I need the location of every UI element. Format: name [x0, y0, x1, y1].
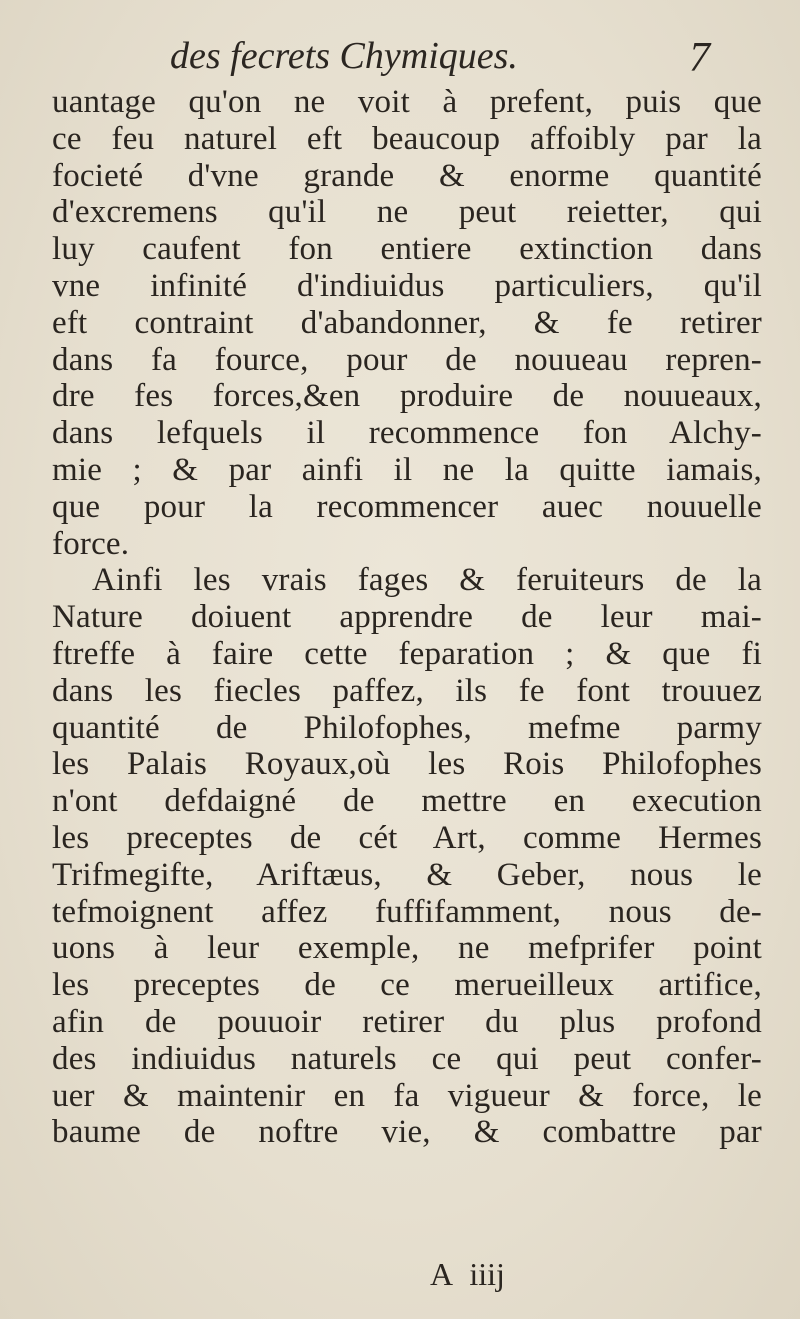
text-line: n'ont defdaigné de mettre en execution	[52, 783, 762, 820]
text-line: les preceptes de ce merueilleux artifice,	[52, 967, 762, 1004]
text-line: luy caufent fon entiere extinction dans	[52, 231, 762, 268]
text-line: force.	[52, 525, 130, 562]
text-line: dans lefquels il recommence fon Alchy-	[52, 415, 762, 452]
text-line: dans les fiecles paffez, ils fe font trouuez	[52, 672, 762, 709]
text-line: quantité de Philofophes, mefme parmy	[52, 709, 762, 746]
text-line: tefmoignent affez fuffifamment, nous de-	[52, 893, 762, 930]
text-line: afin de pouuoir retirer du plus profond	[52, 1003, 762, 1040]
text-line: dans fa fource, pour de nouueau repren-	[52, 341, 762, 378]
text-line: uer & maintenir en fa vigueur & force, le	[52, 1077, 762, 1114]
text-line: ftreffe à faire cette feparation ; & que fi	[52, 635, 762, 672]
text-line: uantage qu'on ne voit à prefent, puis que	[52, 84, 762, 120]
text-line: Nature doiuent apprendre de leur mai-	[52, 599, 762, 636]
text-line: eft contraint d'abandonner, & fe retirer	[52, 304, 762, 341]
paragraph-start-line: Ainfi les vrais fages & feruiteurs de la	[92, 562, 762, 599]
text-line: uons à leur exemple, ne mefprifer point	[52, 930, 762, 967]
page-number: 7	[689, 35, 710, 81]
text-line: les Palais Royaux,où les Rois Philofophes	[52, 746, 762, 783]
text-line: ce feu naturel eft beaucoup affoibly par la	[52, 120, 762, 157]
page-header	[60, 30, 710, 81]
text-line: baume de noftre vie, & combattre par	[52, 1114, 762, 1151]
text-line: les preceptes de cét Art, comme Hermes	[52, 819, 762, 856]
text-line: d'excremens qu'il ne peut reietter, qui	[52, 194, 762, 231]
text-line: focieté d'vne grande & enorme quantité	[52, 157, 762, 194]
text-line: vne infinité d'indiuidus particuliers, qu'il	[52, 267, 762, 304]
body-text	[52, 84, 762, 1151]
text-line: des indiuidus naturels ce qui peut confer-	[52, 1040, 762, 1077]
text-line: que pour la recommencer auec nouuelle	[52, 488, 762, 525]
text-line: mie ; & par ainfi il ne la quitte iamais,	[52, 451, 762, 488]
text-line: Trifmegifte, Ariftæus, & Geber, nous le	[52, 856, 762, 893]
text-line: dre fes forces,&en produire de nouueaux,	[52, 378, 762, 415]
running-head: des fecrets Chymiques.	[170, 35, 518, 77]
signature-mark: A iiij	[430, 1256, 505, 1292]
